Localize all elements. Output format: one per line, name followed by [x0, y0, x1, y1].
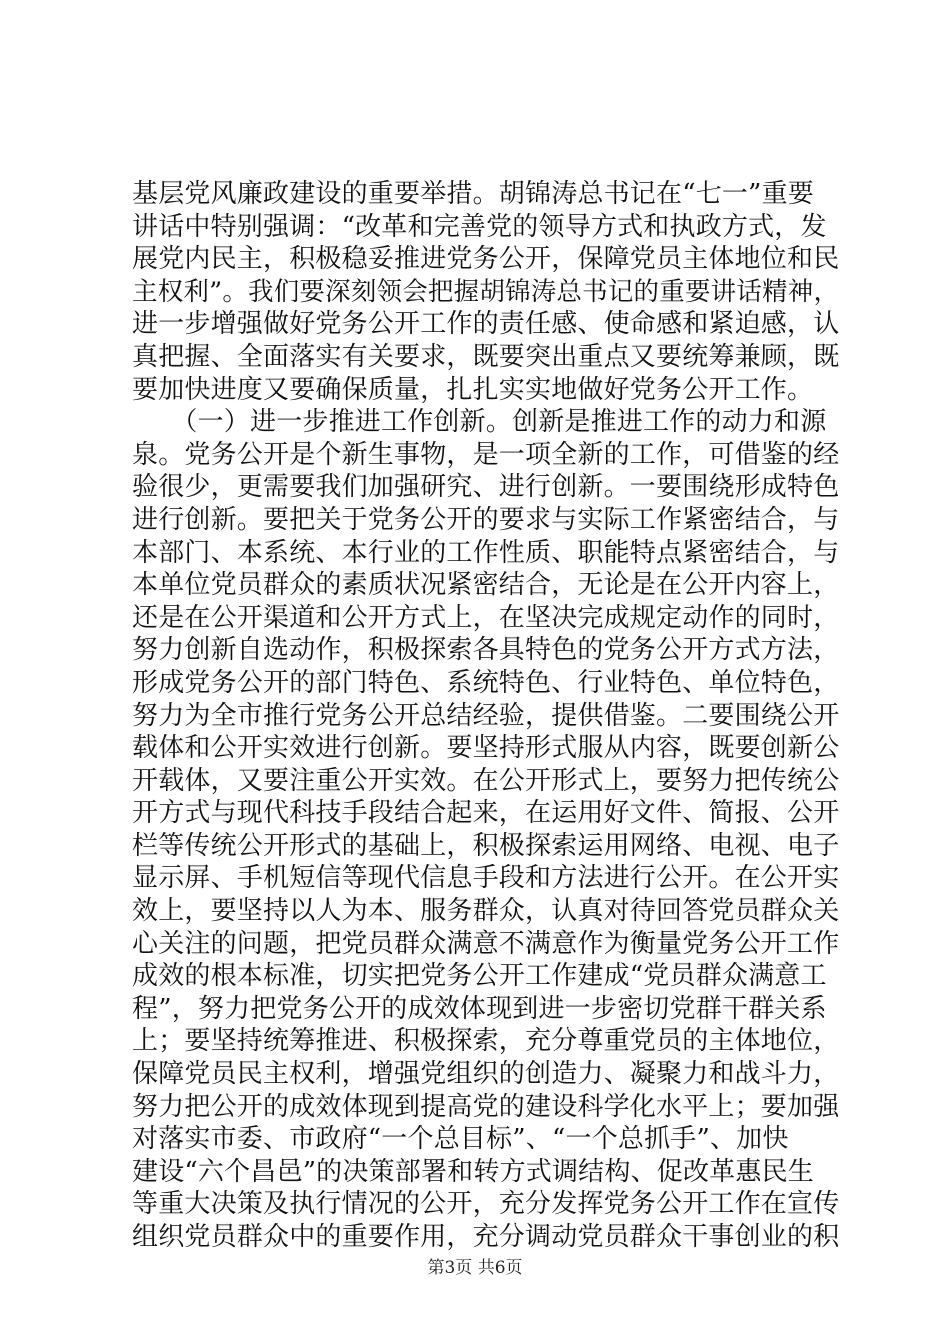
text-line: 基层党风廉政建设的重要举措。胡锦涛总书记在“七一”重要 — [132, 179, 814, 209]
text-line: 组织党员群众中的重要作用，充分调动党员群众干事创业的积 — [132, 1222, 840, 1252]
text-line: 等重大决策及执行情况的公开，充分发挥党务公开工作在宣传 — [132, 1189, 840, 1220]
text-line: 开方式与现代科技手段结合起来，在运用好文件、简报、公开 — [132, 798, 840, 829]
text-line: 栏等传统公开形式的基础上，积极探索运用网络、电视、电子 — [132, 830, 840, 861]
text-line: 对落实市委、市政府“一个总目标”、“一个总抓手”、加快 — [132, 1124, 789, 1155]
text-line: 载体和公开实效进行创新。要坚持形式服从内容，既要创新公 — [132, 733, 840, 764]
text-line: 建设“六个昌邑”的决策部署和转方式调结构、促改革惠民生 — [132, 1156, 814, 1187]
text-line: 还是在公开渠道和公开方式上，在坚决完成规定动作的同时， — [132, 602, 840, 633]
text-line: 上；要坚持统筹推进、积极探索，充分尊重党员的主体地位， — [132, 1026, 840, 1057]
text-line: （一）进一步推进工作创新。创新是推进工作的动力和源 — [132, 407, 827, 438]
text-line: 进一步增强做好党务公开工作的责任感、使命感和紧迫感，认 — [132, 309, 840, 340]
text-line: 进行创新。要把关于党务公开的要求与实际工作紧密结合，与 — [132, 504, 840, 535]
text-line: 开载体，又要注重公开实效。在公开形式上，要努力把传统公 — [132, 765, 840, 796]
text-line: 本单位党员群众的素质状况紧密结合，无论是在公开内容上， — [132, 570, 840, 601]
text-line: 主权利”。我们要深刻领会把握胡锦涛总书记的重要讲话精神， — [132, 276, 840, 307]
text-line: 形成党务公开的部门特色、系统特色、行业特色、单位特色， — [132, 667, 840, 698]
text-line: 努力创新自选动作，积极探索各具特色的党务公开方式方法， — [132, 635, 840, 666]
text-line: 真把握、全面落实有关要求，既要突出重点又要统筹兼顾，既 — [132, 341, 840, 372]
text-line: 显示屏、手机短信等现代信息手段和方法进行公开。在公开实 — [132, 863, 840, 894]
text-line: 泉。党务公开是个新生事物，是一项全新的工作，可借鉴的经 — [132, 439, 840, 470]
text-line: 成效的根本标准，切实把党务公开工作建成“党员群众满意工 — [132, 961, 827, 992]
text-line: 讲话中特别强调：“改革和完善党的领导方式和执政方式，发 — [132, 211, 827, 242]
text-line: 程”，努力把党务公开的成效体现到进一步密切党群干群关系 — [132, 993, 827, 1024]
text-line: 心关注的问题，把党员群众满意不满意作为衡量党务公开工作 — [132, 928, 840, 959]
page-number-footer: 第3页 共6页 — [427, 1258, 523, 1278]
text-line: 保障党员民主权利，增强党组织的创造力、凝聚力和战斗力， — [132, 1059, 840, 1090]
body-text — [132, 178, 852, 1254]
text-line: 要加快进度又要确保质量，扎扎实实地做好党务公开工作。 — [132, 374, 814, 405]
text-line: 展党内民主，积极稳妥推进党务公开，保障党员主体地位和民 — [132, 244, 840, 275]
text-line: 努力把公开的成效体现到提高党的建设科学化水平上；要加强 — [132, 1091, 840, 1122]
text-line: 效上，要坚持以人为本、服务群众，认真对待回答党员群众关 — [132, 896, 840, 927]
text-line: 本部门、本系统、本行业的工作性质、职能特点紧密结合，与 — [132, 537, 840, 568]
text-line: 努力为全市推行党务公开总结经验，提供借鉴。二要围绕公开 — [132, 700, 840, 731]
text-line: 验很少，更需要我们加强研究、进行创新。一要围绕形成特色 — [132, 472, 840, 503]
